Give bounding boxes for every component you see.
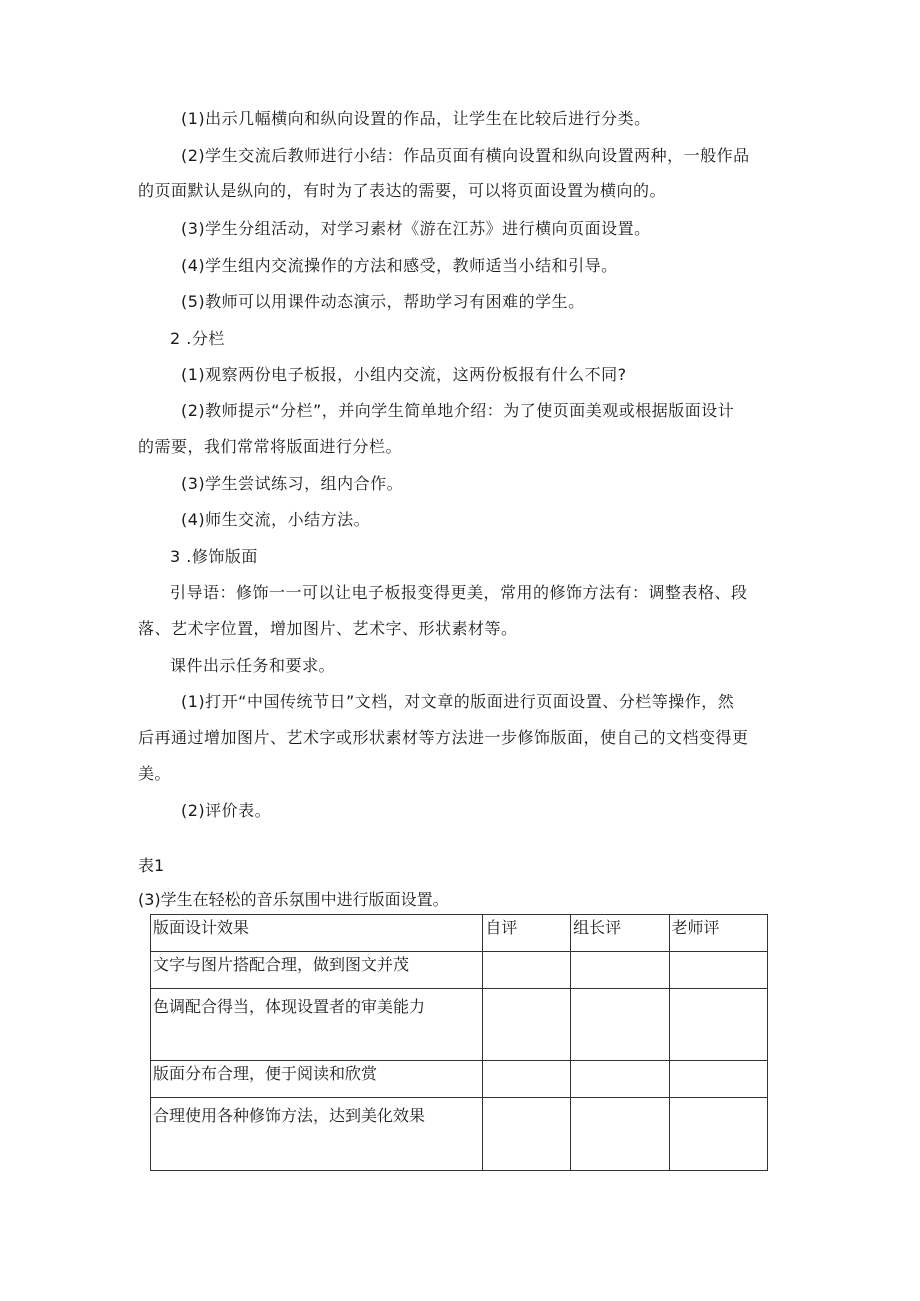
header-cell: 自评 xyxy=(483,915,571,952)
table-title: 表1 xyxy=(138,856,165,875)
header-cell: 老师评 xyxy=(669,915,767,952)
table-row xyxy=(151,1098,768,1171)
table-header-row xyxy=(151,915,768,952)
leader-score-cell[interactable] xyxy=(571,952,669,989)
criterion-cell: 色调配合得当，体现设置者的审美能力 xyxy=(151,989,483,1061)
paragraph: 引导语：修饰一一可以让电子板报变得更美，常用的修饰方法有：调整表格、段 xyxy=(170,583,748,602)
paragraph: (1)打开“中国传统节日”文档，对文章的版面进行页面设置、分栏等操作，然 xyxy=(181,692,735,711)
header-cell: 版面设计效果 xyxy=(151,915,483,952)
table-row xyxy=(151,952,768,989)
paragraph: 的需要，我们常常将版面进行分栏。 xyxy=(138,437,403,456)
section-heading: 2 .分栏 xyxy=(170,329,225,348)
paragraph: (1)出示几幅横向和纵向设置的作品，让学生在比较后进行分类。 xyxy=(181,109,651,128)
paragraph: (1)观察两份电子板报，小组内交流，这两份板报有什么不同? xyxy=(181,365,627,384)
criterion-cell: 合理使用各种修饰方法，达到美化效果 xyxy=(151,1098,483,1171)
paragraph: 落、艺术字位置，增加图片、艺术字、形状素材等。 xyxy=(138,619,518,638)
header-cell: 组长评 xyxy=(571,915,669,952)
evaluation-table xyxy=(150,914,768,1171)
paragraph: 美。 xyxy=(138,764,172,783)
paragraph: (3)学生尝试练习，组内合作。 xyxy=(181,474,404,493)
leader-score-cell[interactable] xyxy=(571,1061,669,1098)
paragraph: (2)学生交流后教师进行小结：作品页面有横向设置和纵向设置两种，一般作品 xyxy=(181,146,750,165)
paragraph: 课件出示任务和要求。 xyxy=(170,656,336,675)
leader-score-cell[interactable] xyxy=(571,989,669,1061)
teacher-score-cell[interactable] xyxy=(669,1098,767,1171)
criterion-cell: 文字与图片搭配合理，做到图文并茂 xyxy=(151,952,483,989)
paragraph: (4)师生交流，小结方法。 xyxy=(181,510,371,529)
table-row xyxy=(151,1061,768,1098)
self-score-cell[interactable] xyxy=(483,952,571,989)
paragraph: (4)学生组内交流操作的方法和感受，教师适当小结和引导。 xyxy=(181,256,618,275)
self-score-cell[interactable] xyxy=(483,989,571,1061)
paragraph: (3)学生分组活动，对学习素材《游在江苏》进行横向页面设置。 xyxy=(181,219,651,238)
criterion-cell: 版面分布合理，便于阅读和欣赏 xyxy=(151,1061,483,1098)
teacher-score-cell[interactable] xyxy=(669,952,767,989)
paragraph: 的页面默认是纵向的，有时为了表达的需要，可以将页面设置为横向的。 xyxy=(138,181,667,200)
table-caption: (3)学生在轻松的音乐氛围中进行版面设置。 xyxy=(138,890,449,909)
teacher-score-cell[interactable] xyxy=(669,1061,767,1098)
paragraph: (5)教师可以用课件动态演示，帮助学习有困难的学生。 xyxy=(181,292,585,311)
teacher-score-cell[interactable] xyxy=(669,989,767,1061)
self-score-cell[interactable] xyxy=(483,1061,571,1098)
paragraph: (2)评价表。 xyxy=(181,801,272,820)
paragraph: (2)教师提示“分栏”，并向学生简单地介绍：为了使页面美观或根据版面设计 xyxy=(181,401,735,420)
paragraph: 后再通过增加图片、艺术字或形状素材等方法进一步修饰版面，使自己的文档变得更 xyxy=(138,728,749,747)
table-row xyxy=(151,989,768,1061)
section-heading: 3 .修饰版面 xyxy=(170,547,258,566)
leader-score-cell[interactable] xyxy=(571,1098,669,1171)
self-score-cell[interactable] xyxy=(483,1098,571,1171)
